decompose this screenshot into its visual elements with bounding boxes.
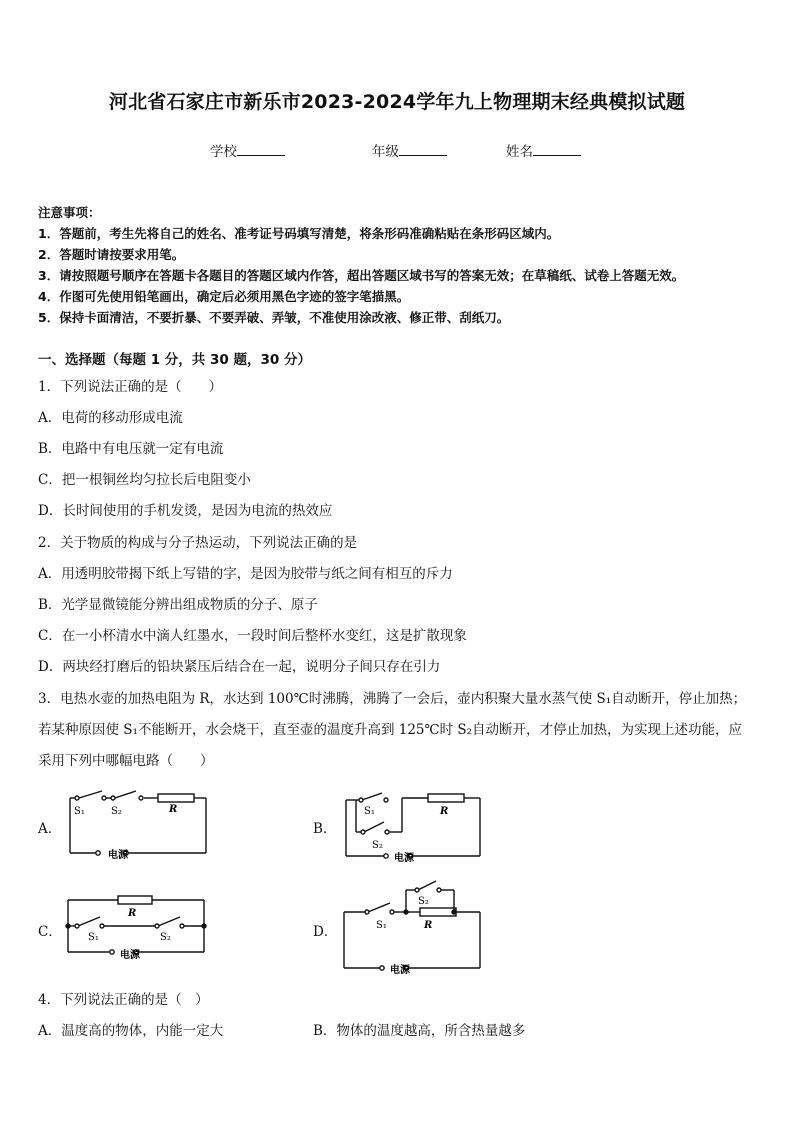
q1-option-c: C．把一根铜丝均匀拉长后电阻变小: [38, 472, 251, 488]
q1-stem: 1．下列说法正确的是（ ）: [38, 379, 223, 395]
q2-option-b: B．光学显微镜能分辨出组成物质的分子、原子: [38, 597, 318, 613]
grade-label: 年级: [372, 144, 399, 160]
label-s1: S₁: [376, 920, 387, 931]
circuit-b-diagram: [336, 790, 496, 870]
q1-option-b: B．电路中有电压就一定有电流: [38, 441, 224, 457]
label-power-source: 电源: [394, 853, 414, 864]
q4-option-b: B．物体的温度越高，所含热量越多: [313, 1023, 526, 1039]
label-r: R: [440, 806, 449, 817]
section-heading: 一、选择题（每题 1 分，共 30 题，30 分）: [38, 352, 311, 368]
label-power-source: 电源: [108, 850, 128, 861]
circuit-c-diagram: [58, 890, 213, 966]
q2-stem: 2．关于物质的构成与分子热运动，下列说法正确的是: [38, 535, 358, 551]
school-label: 学校: [210, 144, 237, 160]
q3-label-d: D．: [313, 924, 338, 940]
school-blank: [237, 143, 285, 156]
grade-blank: [399, 143, 447, 156]
label-s1: S₁: [88, 932, 99, 943]
q3-label-c: C．: [38, 924, 62, 940]
circuit-d-diagram: [336, 876, 496, 976]
school-field: [210, 140, 285, 160]
page-title: 河北省石家庄市新乐市2023-2024学年九上物理期末经典模拟试题: [108, 91, 686, 113]
q1-option-d: D．长时间使用的手机发烫，是因为电流的热效应: [38, 503, 333, 519]
q3-line: 采用下列中哪幅电路（ ）: [38, 753, 214, 769]
notice-item: 4．作图可先使用铅笔画出，确定后必须用黑色字迹的签字笔描黑。: [38, 289, 410, 304]
label-r: R: [169, 804, 178, 815]
q1-option-a: A．电荷的移动形成电流: [38, 410, 183, 426]
name-label: 姓名: [506, 144, 533, 160]
notice-item: 2．答题时请按要求用笔。: [38, 247, 185, 262]
notice-item: 3．请按照题号顺序在答题卡各题目的答题区域内作答，超出答题区域书写的答案无效；在草稿纸、试卷上答题无效。: [38, 268, 685, 283]
label-s2: S₂: [111, 806, 122, 817]
notice-item: 5．保持卡面清洁，不要折暴、不要弄破、弄皱，不准使用涂改液、修正带、刮纸刀。: [38, 310, 510, 325]
grade-field: [372, 140, 447, 160]
q3-label-b: B．: [313, 821, 337, 837]
label-r: R: [128, 908, 137, 919]
notice-item: 1．答题前，考生先将自己的姓名、准考证号码填写清楚，将条形码准确粘贴在条形码区域内。: [38, 226, 560, 241]
label-r: R: [424, 920, 433, 931]
label-s2: S₂: [372, 840, 383, 851]
q3-line: 3．电热水壶的加热电阻为 R，水达到 100℃时沸腾，沸腾了一会后，壶内积聚大量水蒸气使 S₁自动断开，停止加热；: [38, 691, 747, 707]
label-power-source: 电源: [120, 950, 140, 961]
label-power-source: 电源: [390, 965, 410, 976]
label-s1: S₁: [364, 806, 375, 817]
label-s1: S₁: [74, 806, 85, 817]
q2-option-d: D．两块经打磨后的铅块紧压后结合在一起，说明分子间只存在引力: [38, 659, 441, 675]
q2-option-a: A．用透明胶带揭下纸上写错的字，是因为胶带与纸之间有相互的斥力: [38, 566, 453, 582]
name-field: [506, 140, 581, 160]
q3-label-a: A．: [38, 821, 62, 837]
q2-option-c: C．在一小杯清水中滴人红墨水，一段时间后整杯水变红，这是扩散现象: [38, 628, 467, 644]
circuit-a-diagram: [62, 788, 212, 870]
name-blank: [533, 143, 581, 156]
q4-option-a: A．温度高的物体，内能一定大: [38, 1023, 224, 1039]
q3-line: 若某种原因使 S₁不能断开，水会烧干，直至壶的温度升高到 125℃时 S₂自动断开，才停止加热，为实现上述功能，应: [38, 722, 743, 738]
q4-stem: 4．下列说法正确的是（ ）: [38, 992, 209, 1008]
notice-heading: 注意事项：: [38, 205, 101, 220]
label-s2: S₂: [160, 932, 171, 943]
label-s2: S₂: [418, 896, 429, 907]
